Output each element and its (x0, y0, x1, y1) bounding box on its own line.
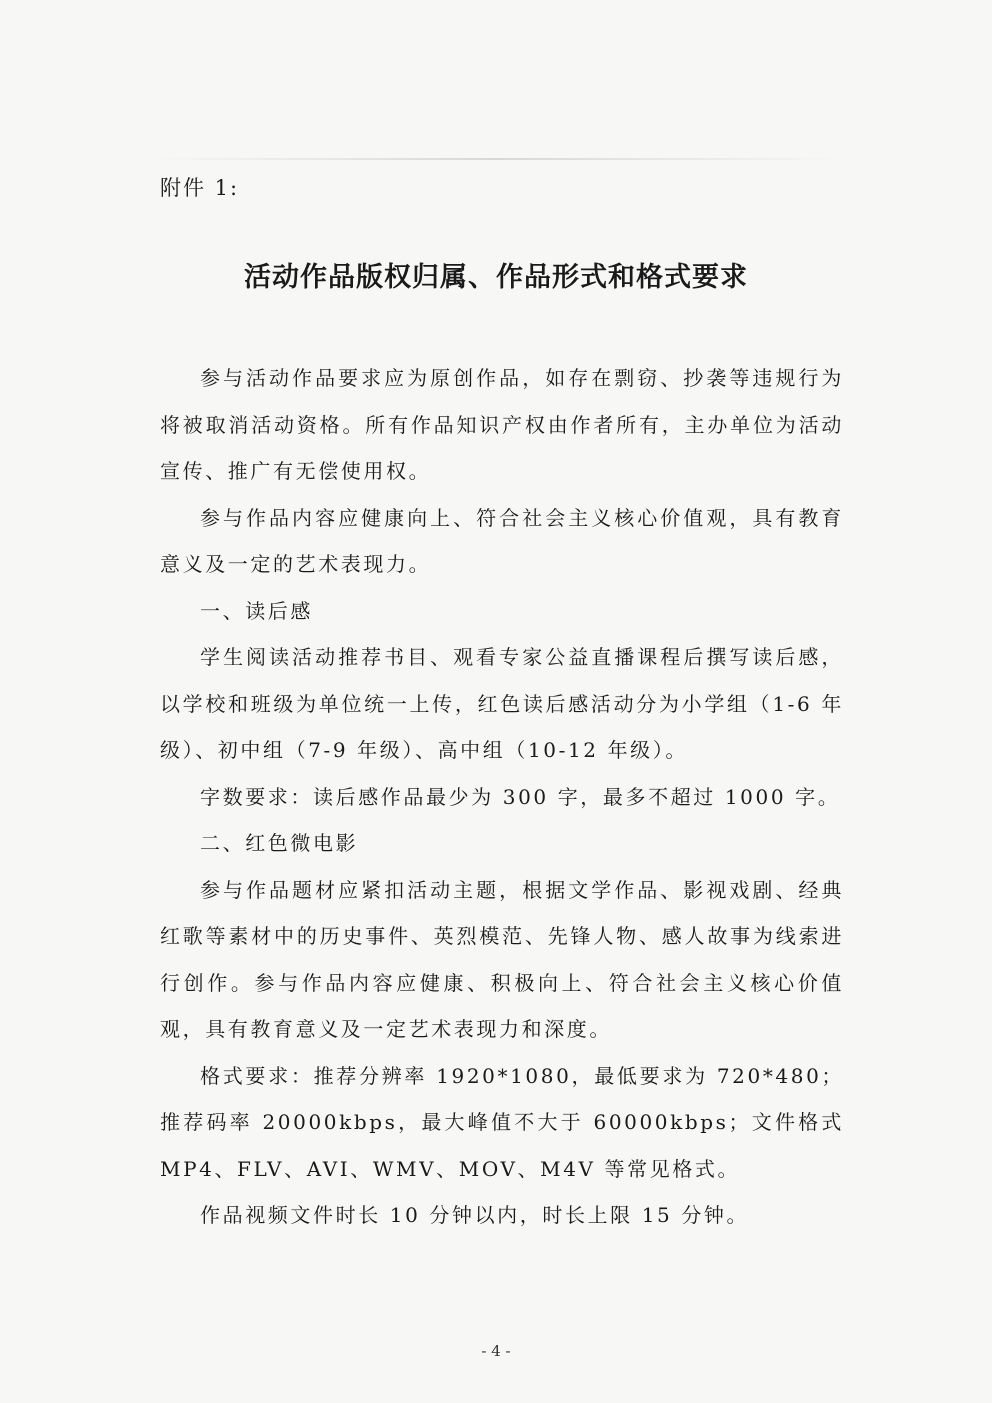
document-title: 活动作品版权归属、作品形式和格式要求 (244, 262, 748, 293)
paragraph-duration: 作品视频文件时长 10 分钟以内，时长上限 15 分钟。 (200, 1203, 750, 1227)
paragraph-micro-film-theme: 参与作品题材应紧扣活动主题，根据文学作品、影视戏剧、经典红歌等素材中的历史事件、英烈模范、先锋人物、感人故事为线索进行创作。参与作品内容应健康、积极向上、符合社会主义核心价值观，具有教育意义及一定艺术表现力和深度。 (160, 877, 844, 1041)
paragraph-word-count: 字数要求：读后感作品最少为 300 字，最多不超过 1000 字。 (200, 784, 841, 809)
page-number: - 4 - (481, 1342, 511, 1360)
section-heading-micro-film: 二、红色微电影 (200, 831, 359, 855)
scan-artifact-line (150, 158, 840, 160)
paragraph-format-requirement: 格式要求：推荐分辨率 1920*1080，最低要求为 720*480；推荐码率 20000kbps，最大峰值不大于 60000kbps；文件格式 MP4、FLV、AVI、WMV、MOV、M4V 等常见格式。 (160, 1063, 844, 1181)
section-heading-reading-reflection: 一、读后感 (200, 598, 313, 623)
paragraph-reading-reflection: 学生阅读活动推荐书目、观看专家公益直播课程后撰写读后感，以学校和班级为单位统一上传，红色读后感活动分为小学组（1-6 年级）、初中组（7-9 年级）、高中组（10-12 年级）。 (160, 645, 844, 762)
paragraph-originality: 参与活动作品要求应为原创作品，如存在剽窃、抄袭等违规行为将被取消活动资格。所有作品知识产权由作者所有，主办单位为活动宣传、推广有无偿使用权。 (160, 366, 844, 483)
paragraph-content-requirement: 参与作品内容应健康向上、符合社会主义核心价值观，具有教育意义及一定的艺术表现力。 (160, 505, 844, 576)
document-body (160, 355, 844, 1239)
attachment-label: 附件 1: (160, 176, 240, 200)
